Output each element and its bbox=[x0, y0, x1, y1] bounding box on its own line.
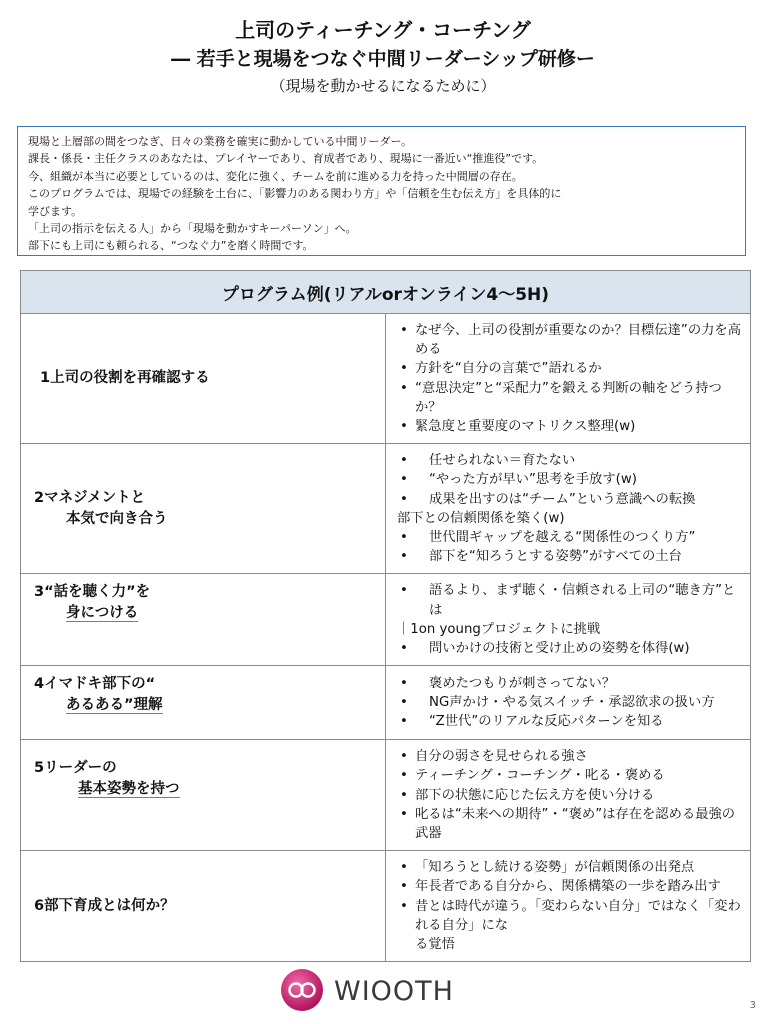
bullet-icon: • bbox=[400, 472, 408, 488]
module-items bbox=[386, 740, 751, 851]
list-item: • 自分の弱さを見せられる強さ bbox=[395, 747, 741, 766]
table-row bbox=[21, 314, 751, 444]
module-title: 1上司の役割を再確認する bbox=[40, 370, 210, 387]
module-title: 基本姿勢を持つ bbox=[78, 781, 180, 798]
page-subtitle: ― 若手と現場をつなぐ中間リーダーシップ研修ー bbox=[171, 48, 595, 70]
bullet-icon: • bbox=[400, 675, 408, 691]
table-row bbox=[21, 851, 751, 962]
table-row bbox=[21, 740, 751, 851]
intro-line: 課長・係長・主任クラスのあなたは、プレイヤーであり、育成者であり、現場に一番近い“推進役”です。 bbox=[28, 152, 544, 166]
list-item: • 任せられない＝育たない bbox=[395, 451, 741, 470]
module-items bbox=[386, 314, 751, 444]
list-item: ｜1on youngプロジェクトに挑戦 bbox=[397, 621, 601, 637]
list-item: • 世代間ギャップを越える“関係性のつくり方” bbox=[395, 528, 741, 547]
page-tagline: （現場を動かせるになるために） bbox=[270, 77, 496, 95]
module-title: 2マネジメントと bbox=[34, 489, 146, 506]
list-item: 部下との信頼関係を築く(w) bbox=[397, 510, 565, 526]
table-row bbox=[21, 666, 751, 740]
list-item: • 部下を“知ろうとする姿勢”がすべての土台 bbox=[395, 547, 741, 566]
module-title: 身につける bbox=[66, 605, 139, 622]
module-items bbox=[386, 574, 751, 666]
list-item: • “やった方が早い”思考を手放す(w) bbox=[395, 470, 741, 489]
list-item: • 方針を“自分の言葉で”語れるか bbox=[395, 359, 741, 378]
intro-line: 学びます。 bbox=[28, 204, 83, 218]
list-item: • 語るより、まず聴く・信頼される上司の“聴き方”とは bbox=[400, 583, 736, 618]
program-table bbox=[20, 270, 751, 962]
intro-line: 「上司の指示を伝える人」から「現場を動かすキーパーソン」へ。 bbox=[28, 222, 357, 236]
module-title: 4イマドキ部下の“ bbox=[34, 676, 156, 693]
bullet-icon: • bbox=[400, 860, 408, 876]
logo-text: WIOOTH bbox=[334, 976, 454, 1007]
module-label bbox=[21, 851, 386, 962]
module-title: 6部下育成とは何か？ bbox=[34, 897, 175, 914]
list-item: • 年長者である自分から、関係構築の一歩を踏み出す bbox=[395, 877, 741, 896]
list-item: • 緊急度と重要度のマトリクス整理(w) bbox=[395, 417, 741, 436]
list-item: • 問いかけの技術と受け止めの姿勢を体得(w) bbox=[395, 639, 741, 658]
page-number: 3 bbox=[749, 1000, 756, 1011]
bullet-icon: • bbox=[400, 453, 408, 469]
intro-box bbox=[17, 126, 746, 256]
list-item: • NG声かけ・やる気スイッチ・承認欲求の扱い方 bbox=[395, 693, 741, 712]
bullet-icon: • bbox=[400, 361, 408, 377]
bullet-icon: • bbox=[400, 380, 408, 396]
bullet-icon: • bbox=[400, 695, 408, 711]
intro-line: このプログラムでは、現場での経験を土台に、「影響力のある関わり方」や「信頼を生む伝え方」を具体的に bbox=[28, 187, 562, 201]
bullet-icon: • bbox=[400, 714, 408, 730]
module-title: あるある”理解 bbox=[66, 697, 163, 714]
logo-mark-icon bbox=[280, 968, 324, 1012]
bullet-icon: • bbox=[400, 583, 408, 599]
list-item: • 褒めたつもりが刺さってない？ bbox=[395, 674, 741, 693]
module-title: 3“話を聴く力”を bbox=[34, 584, 151, 601]
list-item: る覚悟 bbox=[415, 937, 455, 953]
intro-line: 今、組織が本当に必要としているのは、変化に強く、チームを前に進める力を持った中間層の存在。 bbox=[28, 169, 523, 183]
module-label bbox=[21, 314, 386, 444]
bullet-icon: • bbox=[400, 419, 408, 435]
module-label bbox=[21, 740, 386, 851]
bullet-icon: • bbox=[400, 641, 408, 657]
bullet-icon: • bbox=[400, 806, 408, 822]
list-item: • 叱るは“未来への期待”・“褒め”は存在を認める最強の武器 bbox=[400, 806, 736, 842]
bullet-icon: • bbox=[400, 549, 408, 565]
module-title: 本気で向き合う bbox=[66, 510, 168, 527]
bullet-icon: • bbox=[400, 768, 408, 784]
bullet-icon: • bbox=[400, 898, 408, 914]
bullet-icon: • bbox=[400, 749, 408, 765]
module-items bbox=[386, 666, 751, 740]
intro-line: 現場と上層部の間をつなぎ、日々の業務を確実に動かしている中間リーダー。 bbox=[28, 135, 413, 148]
list-item: • ティーチング・コーチング・叱る・褒める bbox=[395, 766, 741, 785]
list-item: • “意思決定”と“采配力”を鍛える判断の軸をどう持つか？ bbox=[400, 380, 722, 415]
page-title: 上司のティーチング・コーチング bbox=[235, 18, 531, 42]
bullet-icon: • bbox=[400, 323, 408, 338]
module-label bbox=[21, 666, 386, 740]
intro-line: 部下にも上司にも頼られる、“つなぐ力”を磨く時間です。 bbox=[28, 239, 314, 253]
bullet-icon: • bbox=[400, 491, 408, 507]
company-logo bbox=[280, 968, 480, 1014]
list-item: • 「知ろうとし続ける姿勢」が信頼関係の出発点 bbox=[395, 858, 741, 877]
module-label bbox=[21, 574, 386, 666]
list-item: • 成果を出すのは“チーム”という意識への転換 bbox=[395, 490, 741, 509]
bullet-icon: • bbox=[400, 530, 408, 546]
list-item: • 部下の状態に応じた伝え方を使い分ける bbox=[395, 786, 741, 805]
module-label bbox=[21, 444, 386, 574]
program-heading: プログラム例(リアルorオンライン4～5H) bbox=[21, 271, 751, 314]
table-row bbox=[21, 444, 751, 574]
list-item: • 昔とは時代が違う。「変わらない自分」ではなく「変われる自分」にな bbox=[400, 898, 741, 933]
module-items bbox=[386, 851, 751, 962]
bullet-icon: • bbox=[400, 879, 408, 895]
list-item: • なぜ今、上司の役割が重要なのか？目標伝達”の力を高める bbox=[400, 323, 742, 358]
list-item: • “Z世代”のリアルな反応パターンを知る bbox=[395, 712, 741, 731]
module-title: 5リーダーの bbox=[34, 760, 117, 777]
table-row bbox=[21, 574, 751, 666]
module-items bbox=[386, 444, 751, 574]
bullet-icon: • bbox=[400, 787, 408, 803]
